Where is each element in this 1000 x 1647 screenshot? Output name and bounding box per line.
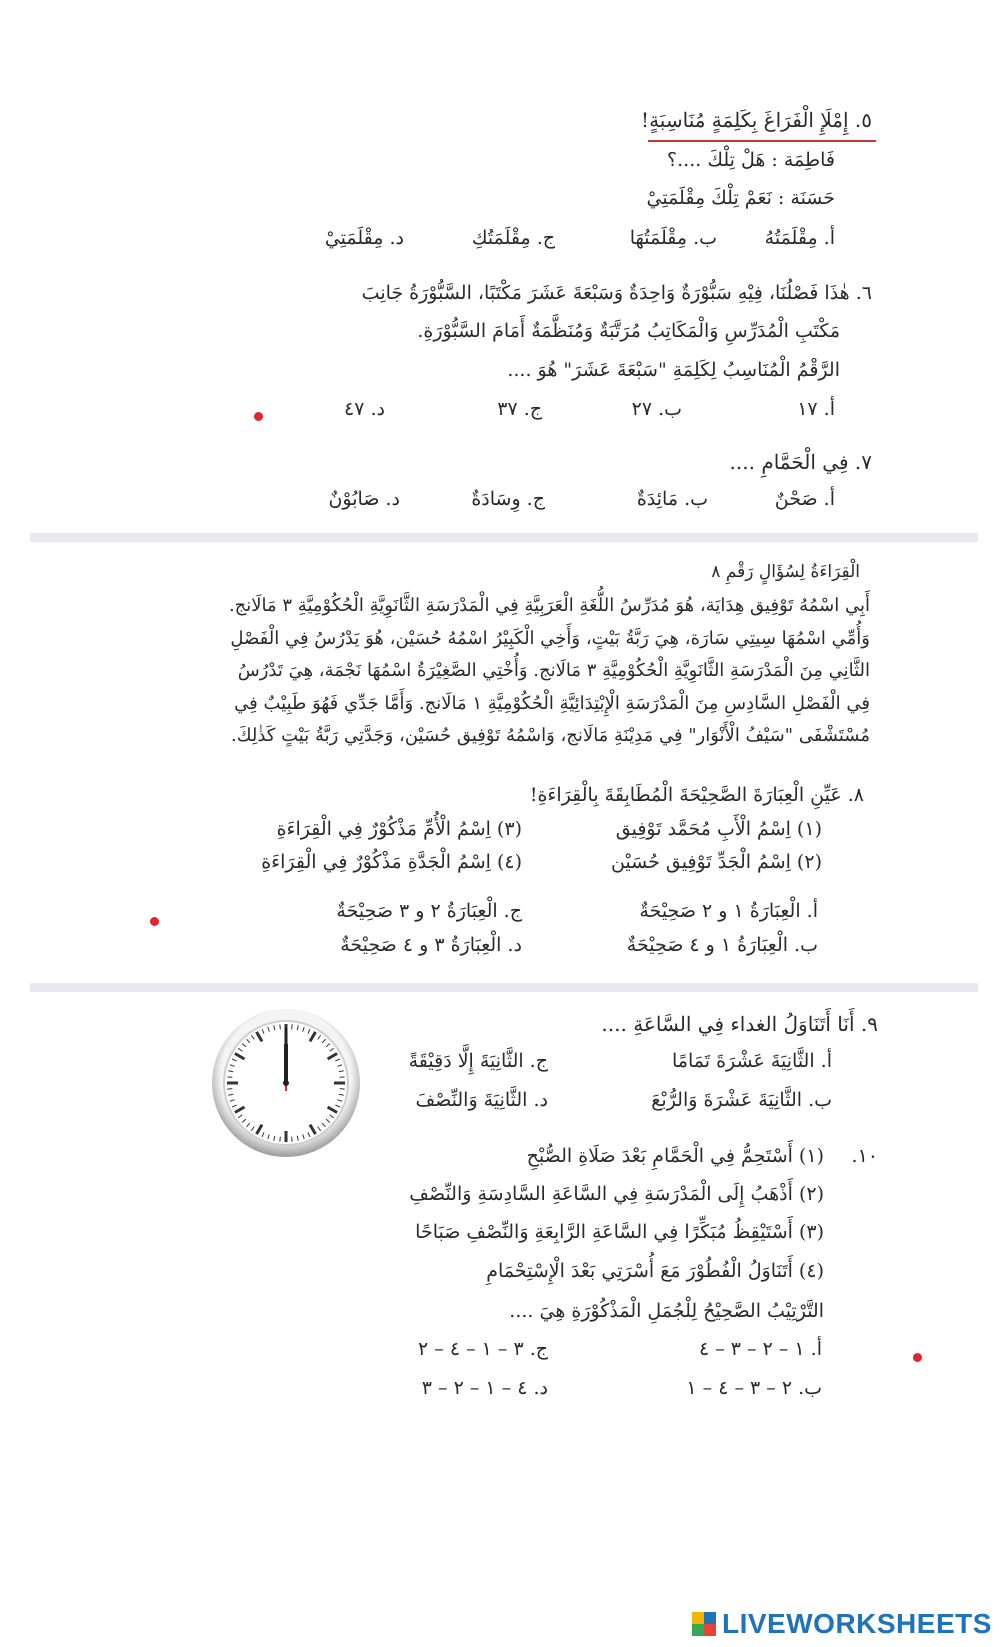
q10-statement-4: (٤) أَتَنَاوَلُ الْفُطُوْرَ مَعَ أُسْرَتِي بَعْدَ الْإِسْتِحْمَامِ bbox=[486, 1260, 824, 1282]
section-divider-2 bbox=[30, 983, 978, 992]
clock-minute-mark bbox=[292, 1137, 293, 1142]
q6-option-d[interactable]: د. ٤٧ bbox=[344, 398, 385, 420]
q5-line2: حَسَنَة : نَعَمْ تِلْكَ مِقْلَمَتِيْ bbox=[646, 187, 835, 209]
reading-line-5: مُسْتَشْفَى "سَيْفُ الْأَنْوَار" فِي مَدِيْنَةِ مَالَانج، وَاسْمُهُ تَوْفِيق حُسَيْن، وَجَدَّتِي رَبَّةُ بَيْتٍ كَذٰلِكَ. bbox=[230, 725, 870, 746]
q6-marker-dot bbox=[254, 412, 263, 421]
q5-option-b[interactable]: ب. مِقْلَمَتُهَا bbox=[629, 227, 717, 249]
reading-line-2: وَأُمِّي اسْمُهَا سِيتِي سَارَة، هِيَ رَبَّةُ بَيْتٍ، وَأَخِي الْكَبِيْرُ اسْمُهُ حُسَيْن، هُوَ يَدْرُسُ فِي الْفَصْلِ bbox=[230, 627, 870, 649]
clock-minute-mark bbox=[227, 1077, 232, 1078]
clock-minute-mark bbox=[292, 1024, 293, 1029]
q8-option-c[interactable]: ج. الْعِبَارَةُ ٢ و ٣ صَحِيْحَةٌ bbox=[336, 900, 522, 922]
q7-option-c[interactable]: ج. وِسَادَةٌ bbox=[471, 488, 545, 510]
q5-title: ٥. إِمْلَإِ الْفَرَاغَ بِكَلِمَةٍ مُنَاسِبَةٍ! bbox=[641, 108, 872, 132]
q10-option-b[interactable]: ب. ٢ – ٣ – ٤ – ١ bbox=[686, 1377, 822, 1399]
reading-line-4: فِي الْفَصْلِ السَّادِسِ مِنَ الْمَدْرَسَةِ الْإِبْتِدَائِيَّةِ الْحُكُوْمِيَّةِ ١ مَالَانج. وَأَمَّا جَدِّي فَهُوَ طَبِيْبٌ فِي bbox=[234, 692, 870, 714]
q6-line2: مَكْتَبِ الْمُدَرِّسِ وَالْمَكَاتِبُ مُرَتَّبَةٌ وَمُنَظَّمَةٌ أَمَامَ السَّبُّوْرَةِ. bbox=[417, 320, 840, 342]
q6-option-c[interactable]: ج. ٣٧ bbox=[497, 398, 542, 420]
q8-statement-4: (٤) اِسْمُ الْجَدَّةِ مَذْكُوْرٌ فِي الْقِرَاءَةِ bbox=[261, 851, 522, 873]
q10-statement-3: (٣) أَسْتَيْقِظُ مُبَكِّرًا فِي السَّاعَةِ الرَّابِعَةِ وَالنِّصْفِ صَبَاحًا bbox=[415, 1221, 824, 1243]
q7-option-d[interactable]: د. صَابُوْنٌ bbox=[328, 488, 400, 510]
q7-option-b[interactable]: ب. مَائِدَةٌ bbox=[636, 488, 708, 510]
liveworksheets-wordmark: LIVEWORKSHEETS bbox=[722, 1608, 992, 1639]
q6-option-a[interactable]: أ. ١٧ bbox=[797, 398, 835, 420]
q10-marker-dot bbox=[913, 1353, 922, 1362]
q8-option-a[interactable]: أ. الْعِبَارَةُ ١ و ٢ صَحِيْحَةٌ bbox=[639, 900, 818, 922]
q6-line3: الرَّقْمُ الْمُنَاسِبُ لِكَلِمَةِ "سَبْعَةَ عَشَرَ" هُوَ .... bbox=[507, 359, 840, 381]
q10-number: ١٠. bbox=[851, 1145, 878, 1167]
clock-minute-mark bbox=[280, 1137, 281, 1142]
q9-option-a[interactable]: أ. الثَّانِيَةَ عَشْرَةَ تَمَامًا bbox=[672, 1050, 832, 1072]
wall-clock bbox=[210, 1007, 362, 1159]
reading-heading: الْقِرَاءَةُ لِسُؤَالٍ رَقْمِ ٨ bbox=[711, 562, 860, 582]
q10-option-d[interactable]: د. ٤ – ١ – ٢ – ٣ bbox=[421, 1377, 548, 1399]
clock-minute-mark bbox=[280, 1024, 281, 1029]
q5-option-c[interactable]: ج. مِقْلَمَتُكِ bbox=[471, 227, 555, 249]
q10-option-a[interactable]: أ. ١ – ٢ – ٣ – ٤ bbox=[698, 1338, 822, 1360]
q5-title-underline bbox=[648, 140, 876, 142]
q10-option-c[interactable]: ج. ٣ – ١ – ٤ – ٢ bbox=[418, 1338, 548, 1360]
section-divider-1 bbox=[30, 533, 978, 542]
q10-statement-2: (٢) أَذْهَبُ إِلَى الْمَدْرَسَةِ فِي السَّاعَةِ السَّادِسَةِ وَالنِّصْفِ bbox=[409, 1183, 824, 1205]
clock-minute-mark bbox=[227, 1089, 232, 1090]
q8-statement-2: (٢) اِسْمُ الْجَدِّ تَوْفِيق حُسَيْن bbox=[610, 851, 822, 873]
q9-option-d[interactable]: د. الثَّانِيَةَ وَالنِّصْفَ bbox=[415, 1089, 548, 1111]
liveworksheets-logo bbox=[692, 1608, 992, 1640]
clock-minute-mark bbox=[340, 1089, 345, 1090]
q8-title: ٨. عَيِّنِ الْعِبَارَةَ الصَّحِيْحَةَ الْمُطَابِقَةَ بِالْقِرَاءَةِ! bbox=[529, 784, 864, 806]
q8-statement-3: (٣) اِسْمُ الْأُمِّ مَذْكُوْرٌ فِي الْقِرَاءَةِ bbox=[276, 818, 522, 840]
q8-marker-dot bbox=[150, 917, 159, 926]
q6-line1: ٦. هٰذَا فَصْلُنَا، فِيْهِ سَبُّوْرَةٌ وَاحِدَةٌ وَسَبْعَةَ عَشَرَ مَكْتَبًا، السَّبُّوْرَةُ جَانِبَ bbox=[361, 282, 872, 304]
q9-title: ٩. أَنَا أَتَنَاوَلُ الغداء فِي السَّاعَةِ .... bbox=[601, 1012, 878, 1036]
q5-line1: فَاطِمَة : هَلْ تِلْكَ ....؟ bbox=[667, 149, 835, 171]
q10-statement-1: (١) أَسْتَحِمُّ فِي الْحَمَّامِ بَعْدَ صَلَاةِ الصُّبْحِ bbox=[526, 1145, 824, 1167]
q5-option-d[interactable]: د. مِقْلَمَتِيْ bbox=[324, 227, 404, 249]
reading-line-1: أَبِي اسْمُهُ تَوْفِيق هِدَايَة، هُوَ مُدَرِّسُ اللُّغَةِ الْعَرَبِيَّةِ فِي الْمَدْرَسَةِ الثَّانَوِيَّةِ الْحُكُوْمِيَّةِ ٣ مَالَانج. bbox=[228, 595, 870, 616]
liveworksheets-logo-icon bbox=[692, 1612, 716, 1636]
q7-title: ٧. فِي الْحَمَّامِ .... bbox=[729, 450, 872, 474]
q9-option-b[interactable]: ب. الثَّانِيَةَ عَشْرَةَ وَالرُّبْعَ bbox=[651, 1089, 832, 1111]
q5-option-a[interactable]: أ. مِقْلَمَتُهُ bbox=[764, 227, 835, 249]
q8-option-d[interactable]: د. الْعِبَارَةُ ٣ و ٤ صَحِيْحَةٌ bbox=[340, 934, 522, 956]
clock-minute-mark bbox=[340, 1077, 345, 1078]
q6-option-b[interactable]: ب. ٢٧ bbox=[631, 398, 682, 420]
reading-passage bbox=[228, 590, 870, 753]
q8-statement-1: (١) اِسْمُ الْأَبِ مُحَمَّد تَوْفِيق bbox=[615, 818, 822, 840]
q9-option-c[interactable]: ج. الثَّانِيَةَ إِلَّا دَقِيْقَةً bbox=[408, 1050, 548, 1072]
clock-icon bbox=[210, 1007, 362, 1159]
reading-line-3: الثَّانِي مِنَ الْمَدْرَسَةِ الثَّانَوِيَّةِ الْحُكُوْمِيَّةِ ٣ مَالَانج. وَأُخْتِي الصَّغِيْرَةُ اسْمُهَا نَجْمَة، هِيَ تَدْرُسُ bbox=[237, 660, 870, 681]
q8-option-b[interactable]: ب. الْعِبَارَةُ ١ و ٤ صَحِيْحَةٌ bbox=[626, 934, 818, 956]
q10-question: التَّرْتِيْبُ الصَّحِيْحُ لِلْجُمَلِ الْمَذْكُوْرَةِ هِيَ .... bbox=[509, 1300, 824, 1322]
clock-center-pin bbox=[283, 1080, 289, 1086]
q7-option-a[interactable]: أ. صَحْنٌ bbox=[774, 488, 835, 510]
